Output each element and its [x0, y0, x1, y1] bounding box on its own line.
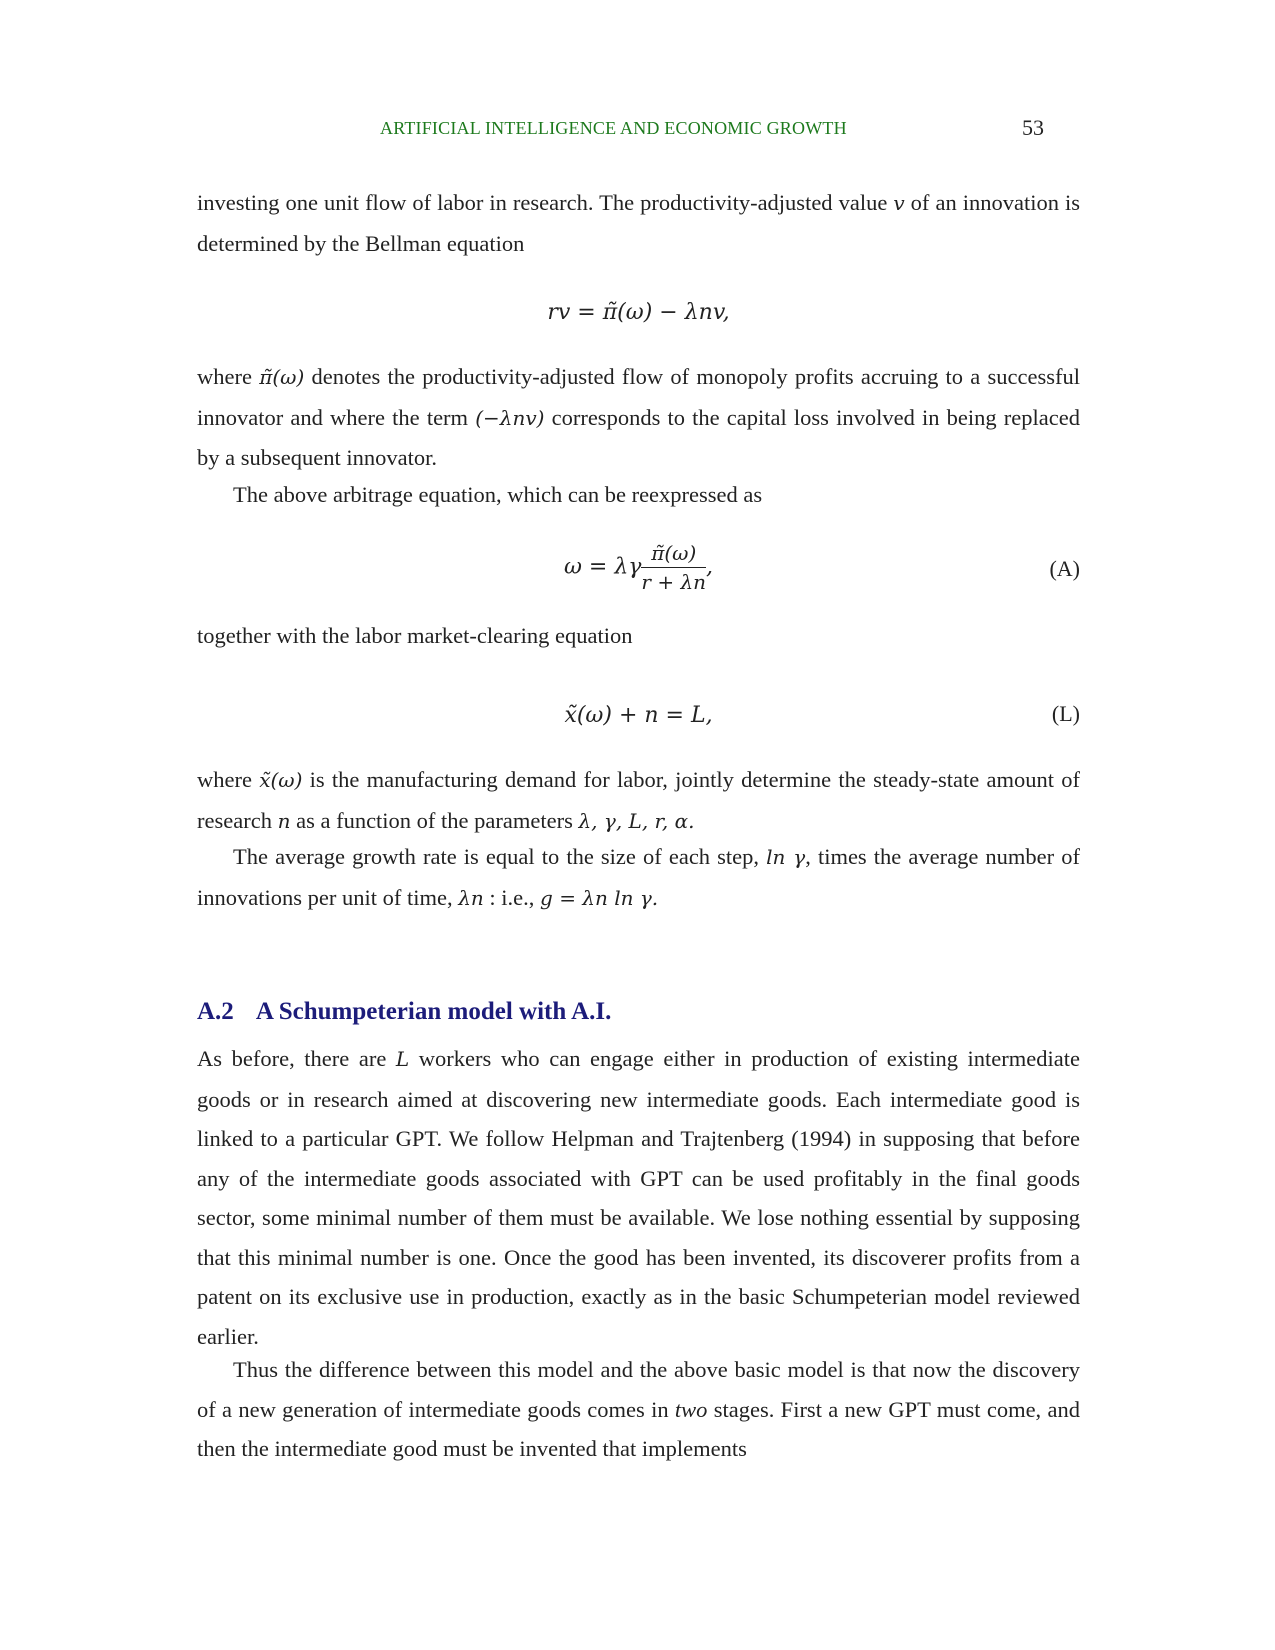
- paragraph-two-stages: [197, 1350, 1080, 1469]
- para8-text-1: Thus the difference between this model and the above basic model is that now the discovery of a new generation of intermediate goods comes in: [197, 1357, 1080, 1422]
- para6-text-2: , times the average number of innovations per unit of time,: [197, 844, 1081, 910]
- equation-A-tail: ,: [706, 554, 714, 580]
- page-number: 53: [1022, 115, 1044, 140]
- var-n: n: [277, 808, 291, 833]
- para6-text-1: The average growth rate is equal to the size of each step,: [233, 844, 767, 869]
- para5-text-2: is the manufacturing demand for labor, jointly determine the steady-state amount of research: [197, 767, 1080, 833]
- para5-text-1: where: [197, 767, 260, 792]
- equation-L-label: (L): [1051, 701, 1080, 726]
- equation-A-lhs: ω = λγ: [563, 554, 642, 580]
- equation-A: [197, 541, 1080, 594]
- para5-text-3: as a function of the parameters: [290, 807, 579, 833]
- equation-A-fraction: [641, 541, 706, 594]
- bellman-equation: rv = π̃(ω) − λnv,: [547, 300, 730, 325]
- para7-text-2: workers who can engage either in production of existing intermediate goods or in research aimed at discovering new intermediate goods. Each intermediate good is linked to a particular GPT. We follow Helpman and Trajtenberg (1994) in supposing that before any of the intermediate goods associated with GPT can be used profitably in the final goods sector, some minimal number of them must be available. We lose nothing essential by supposing that this minimal number is one. Once the good has been invented, its discoverer profits from a patent on its exclusive use in production, exactly as in the basic Schumpeterian model reviewed earlier.: [197, 1046, 1080, 1349]
- para2-text-1: where: [197, 364, 260, 389]
- section-title: A Schumpeterian model with A.I.: [255, 998, 612, 1025]
- section-number: A.2: [197, 998, 234, 1025]
- paragraph-bellman-intro: [197, 183, 1080, 263]
- equation-L: x̃(ω) + n = L,: [564, 703, 713, 728]
- demand-symbol: x̃(ω): [259, 768, 303, 792]
- var-L: L: [395, 1047, 410, 1071]
- innovation-rate: λn: [458, 885, 484, 910]
- para1-text-1: investing one unit flow of labor in research. The productivity-adjusted value: [197, 190, 894, 215]
- paragraph-manufacturing-demand: [197, 760, 1080, 841]
- para1-text-2: of an innovation is determined by the Bellman equation: [197, 190, 1080, 256]
- section-heading: [197, 998, 611, 1026]
- para2-text-3: corresponds to the capital loss involved in being replaced by a subsequent innovator.: [197, 404, 1080, 470]
- para7-text-1: As before, there are: [197, 1046, 396, 1071]
- profit-symbol: π̃(ω): [259, 365, 305, 389]
- paragraph-labor-market: together with the labor market-clearing equation: [197, 623, 633, 648]
- para6-text-3: : i.e.,: [483, 884, 541, 910]
- para2-text-2: denotes the productivity-adjusted flow of monopoly profits accruing to a successful innovator and where the term: [197, 364, 1081, 430]
- paragraph-profits: [197, 357, 1080, 478]
- paragraph-model-setup: [197, 1039, 1080, 1356]
- equation-A-denominator: r + λn: [641, 570, 707, 594]
- growth-formula: g = λn ln γ.: [540, 885, 659, 910]
- paragraph-arbitrage: The above arbitrage equation, which can be reexpressed as: [233, 482, 763, 507]
- parameter-list: λ, γ, L, r, α.: [578, 808, 695, 833]
- var-v: v: [893, 191, 905, 215]
- capital-loss-term: (−λnv): [475, 405, 545, 430]
- equation-A-label: (A): [1049, 556, 1080, 581]
- running-title: ARTIFICIAL INTELLIGENCE AND ECONOMIC GROWTH: [380, 118, 847, 138]
- step-size: ln γ: [766, 845, 806, 869]
- equation-A-numerator: π̃(ω): [641, 541, 706, 568]
- emphasis-two: two: [674, 1396, 708, 1422]
- para8-text-2: stages. First a new GPT must come, and then the intermediate good must be invented that implements: [197, 1396, 1080, 1461]
- paragraph-growth-rate: [197, 837, 1080, 918]
